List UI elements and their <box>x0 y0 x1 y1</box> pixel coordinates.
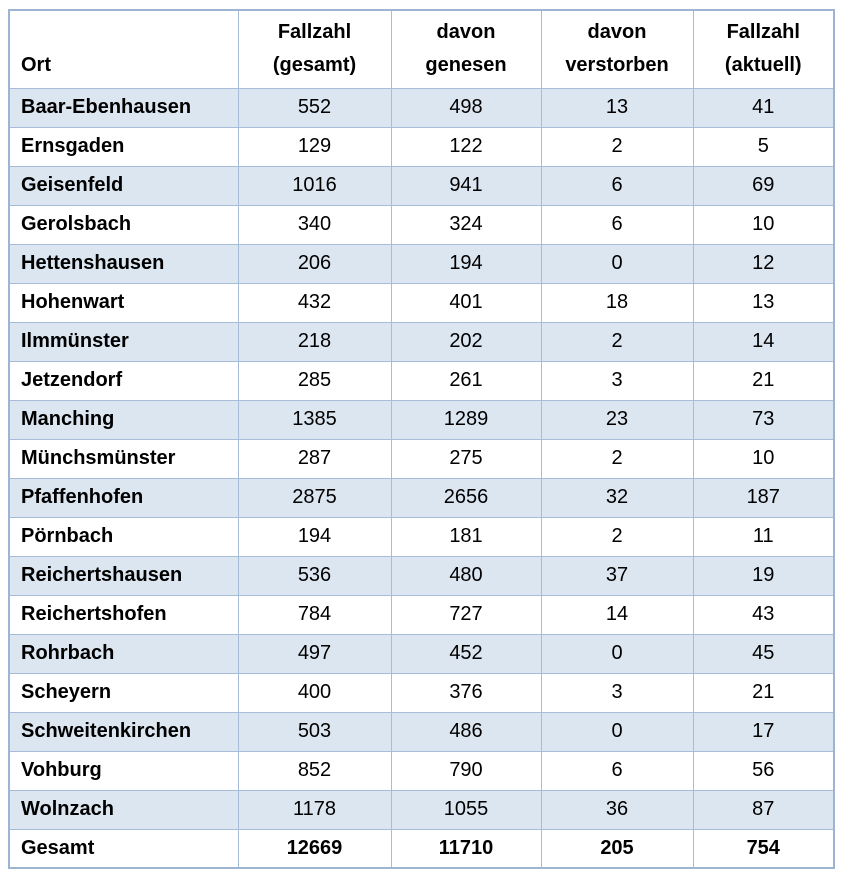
fallzahl-gesamt-cell: 129 <box>238 127 391 166</box>
davon-verstorben-cell: 18 <box>541 283 693 322</box>
davon-genesen-cell: 275 <box>391 439 541 478</box>
table-row <box>9 634 834 673</box>
table-row <box>9 205 834 244</box>
fallzahl-aktuell-cell: 87 <box>693 790 834 829</box>
davon-verstorben-cell: 2 <box>541 127 693 166</box>
fallzahl-gesamt-cell: 784 <box>238 595 391 634</box>
table-body <box>9 88 834 868</box>
fallzahl-aktuell-cell: 754 <box>693 829 834 868</box>
davon-genesen-cell: 790 <box>391 751 541 790</box>
ort-cell: Reichertshausen <box>9 556 238 595</box>
fallzahl-aktuell-cell: 10 <box>693 205 834 244</box>
ort-cell: Hohenwart <box>9 283 238 322</box>
fallzahl-gesamt-cell: 552 <box>238 88 391 127</box>
davon-genesen-cell: 452 <box>391 634 541 673</box>
col-header-line: (aktuell) <box>724 53 802 76</box>
header-row <box>9 10 834 88</box>
col-header-line: (gesamt) <box>272 53 357 76</box>
fallzahl-gesamt-cell: 1178 <box>238 790 391 829</box>
davon-genesen-cell: 261 <box>391 361 541 400</box>
table-row <box>9 712 834 751</box>
davon-genesen-cell: 480 <box>391 556 541 595</box>
col-header-line: Fallzahl <box>277 20 352 43</box>
davon-genesen-cell: 376 <box>391 673 541 712</box>
table-row <box>9 127 834 166</box>
ort-cell: Rohrbach <box>9 634 238 673</box>
col-header-line: genesen <box>425 53 507 76</box>
fallzahl-gesamt-cell: 2875 <box>238 478 391 517</box>
davon-genesen-cell: 11710 <box>391 829 541 868</box>
davon-verstorben-cell: 6 <box>541 166 693 205</box>
ort-cell: Pfaffenhofen <box>9 478 238 517</box>
col-header-fallzahl-aktuell <box>693 10 834 88</box>
fallzahl-gesamt-cell: 1385 <box>238 400 391 439</box>
ort-cell: Jetzendorf <box>9 361 238 400</box>
davon-verstorben-cell: 13 <box>541 88 693 127</box>
fallzahl-gesamt-cell: 432 <box>238 283 391 322</box>
fallzahl-aktuell-cell: 17 <box>693 712 834 751</box>
fallzahl-gesamt-cell: 218 <box>238 322 391 361</box>
fallzahl-aktuell-cell: 10 <box>693 439 834 478</box>
table-header <box>9 10 834 88</box>
fallzahl-aktuell-cell: 14 <box>693 322 834 361</box>
davon-genesen-cell: 486 <box>391 712 541 751</box>
table-row <box>9 517 834 556</box>
fallzahl-gesamt-cell: 400 <box>238 673 391 712</box>
davon-genesen-cell: 401 <box>391 283 541 322</box>
ort-cell: Hettenshausen <box>9 244 238 283</box>
table-row <box>9 556 834 595</box>
ort-cell: Gerolsbach <box>9 205 238 244</box>
col-header-fallzahl-gesamt <box>238 10 391 88</box>
ort-cell: Geisenfeld <box>9 166 238 205</box>
col-header-ort <box>9 10 238 88</box>
davon-genesen-cell: 324 <box>391 205 541 244</box>
davon-genesen-cell: 498 <box>391 88 541 127</box>
table-row <box>9 595 834 634</box>
table-row <box>9 829 834 868</box>
fallzahl-gesamt-cell: 194 <box>238 517 391 556</box>
ort-cell: Wolnzach <box>9 790 238 829</box>
covid-cases-table <box>8 9 835 869</box>
ort-cell: Schweitenkirchen <box>9 712 238 751</box>
fallzahl-aktuell-cell: 13 <box>693 283 834 322</box>
fallzahl-gesamt-cell: 206 <box>238 244 391 283</box>
davon-genesen-cell: 122 <box>391 127 541 166</box>
table-row <box>9 478 834 517</box>
table-row <box>9 283 834 322</box>
ort-cell: Münchsmünster <box>9 439 238 478</box>
fallzahl-gesamt-cell: 287 <box>238 439 391 478</box>
fallzahl-gesamt-cell: 340 <box>238 205 391 244</box>
fallzahl-aktuell-cell: 43 <box>693 595 834 634</box>
fallzahl-gesamt-cell: 497 <box>238 634 391 673</box>
ort-cell: Gesamt <box>9 829 238 868</box>
table-row <box>9 751 834 790</box>
davon-verstorben-cell: 0 <box>541 634 693 673</box>
davon-genesen-cell: 194 <box>391 244 541 283</box>
davon-verstorben-cell: 6 <box>541 751 693 790</box>
table-row <box>9 439 834 478</box>
fallzahl-gesamt-cell: 12669 <box>238 829 391 868</box>
fallzahl-aktuell-cell: 12 <box>693 244 834 283</box>
davon-verstorben-cell: 0 <box>541 712 693 751</box>
table-row <box>9 244 834 283</box>
ort-cell: Reichertshofen <box>9 595 238 634</box>
davon-verstorben-cell: 32 <box>541 478 693 517</box>
ort-cell: Pörnbach <box>9 517 238 556</box>
table-row <box>9 361 834 400</box>
fallzahl-aktuell-cell: 56 <box>693 751 834 790</box>
ort-cell: Baar-Ebenhausen <box>9 88 238 127</box>
ort-cell: Manching <box>9 400 238 439</box>
table-row <box>9 88 834 127</box>
davon-verstorben-cell: 36 <box>541 790 693 829</box>
fallzahl-aktuell-cell: 41 <box>693 88 834 127</box>
table-row <box>9 790 834 829</box>
fallzahl-gesamt-cell: 1016 <box>238 166 391 205</box>
fallzahl-aktuell-cell: 45 <box>693 634 834 673</box>
fallzahl-aktuell-cell: 5 <box>693 127 834 166</box>
table-row <box>9 166 834 205</box>
ort-cell: Scheyern <box>9 673 238 712</box>
davon-genesen-cell: 1289 <box>391 400 541 439</box>
fallzahl-aktuell-cell: 19 <box>693 556 834 595</box>
davon-genesen-cell: 2656 <box>391 478 541 517</box>
davon-verstorben-cell: 0 <box>541 244 693 283</box>
col-header-line: Fallzahl <box>726 20 800 43</box>
fallzahl-aktuell-cell: 69 <box>693 166 834 205</box>
davon-verstorben-cell: 23 <box>541 400 693 439</box>
davon-verstorben-cell: 37 <box>541 556 693 595</box>
davon-genesen-cell: 727 <box>391 595 541 634</box>
fallzahl-aktuell-cell: 73 <box>693 400 834 439</box>
davon-genesen-cell: 202 <box>391 322 541 361</box>
table-row <box>9 673 834 712</box>
fallzahl-gesamt-cell: 536 <box>238 556 391 595</box>
col-header-davon-genesen <box>391 10 541 88</box>
table-row <box>9 322 834 361</box>
davon-verstorben-cell: 2 <box>541 517 693 556</box>
davon-verstorben-cell: 14 <box>541 595 693 634</box>
col-header-line: davon <box>436 20 496 43</box>
davon-genesen-cell: 1055 <box>391 790 541 829</box>
davon-verstorben-cell: 3 <box>541 361 693 400</box>
davon-genesen-cell: 941 <box>391 166 541 205</box>
davon-verstorben-cell: 6 <box>541 205 693 244</box>
fallzahl-aktuell-cell: 187 <box>693 478 834 517</box>
davon-verstorben-cell: 2 <box>541 439 693 478</box>
col-header-line: verstorben <box>565 53 669 76</box>
davon-verstorben-cell: 205 <box>541 829 693 868</box>
ort-cell: Ilmmünster <box>9 322 238 361</box>
col-header-davon-verstorben <box>541 10 693 88</box>
table-row <box>9 400 834 439</box>
fallzahl-aktuell-cell: 21 <box>693 361 834 400</box>
ort-cell: Vohburg <box>9 751 238 790</box>
fallzahl-gesamt-cell: 285 <box>238 361 391 400</box>
col-header-line: davon <box>587 20 647 43</box>
col-header-ort-label: Ort <box>21 53 51 76</box>
fallzahl-aktuell-cell: 11 <box>693 517 834 556</box>
fallzahl-gesamt-cell: 503 <box>238 712 391 751</box>
fallzahl-aktuell-cell: 21 <box>693 673 834 712</box>
davon-genesen-cell: 181 <box>391 517 541 556</box>
davon-verstorben-cell: 2 <box>541 322 693 361</box>
davon-verstorben-cell: 3 <box>541 673 693 712</box>
ort-cell: Ernsgaden <box>9 127 238 166</box>
fallzahl-gesamt-cell: 852 <box>238 751 391 790</box>
